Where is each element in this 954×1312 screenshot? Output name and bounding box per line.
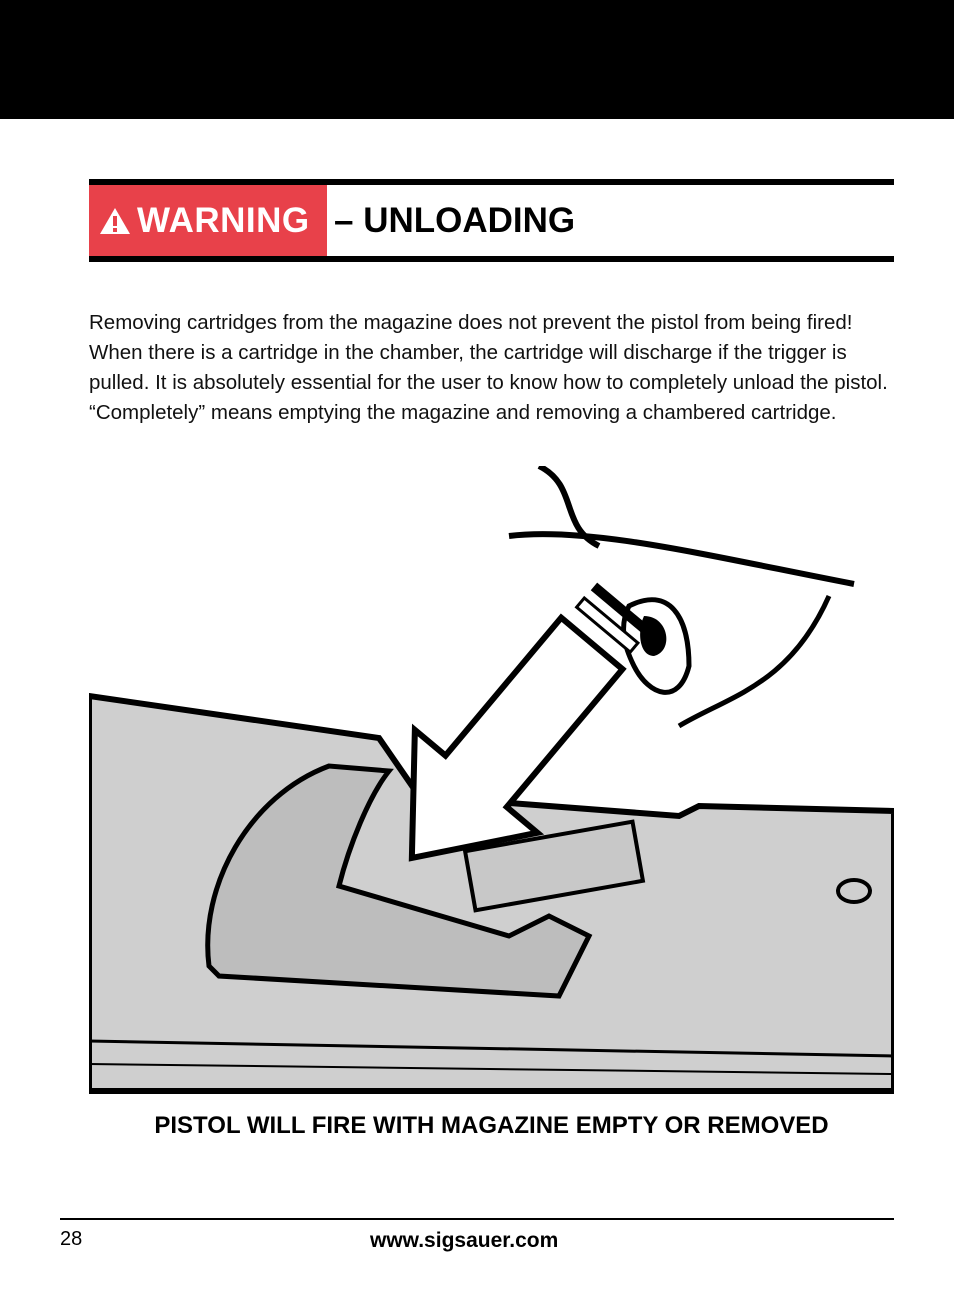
illustration-caption: PISTOL WILL FIRE WITH MAGAZINE EMPTY OR REMOVED	[154, 1112, 829, 1139]
warning-badge	[89, 185, 327, 256]
unloading-illustration	[89, 466, 894, 1098]
warning-label: WARNING	[137, 200, 310, 240]
top-black-bar	[0, 0, 954, 119]
website-url[interactable]: www.sigsauer.com	[370, 1229, 559, 1252]
body-paragraph: Removing cartridges from the magazine does not prevent the pistol from being fired! When there is a cartridge in the chamber, the cartridge will discharge if the trigger is pulled. It is absolutely essential for the user to know how to completely unload the pistol. “Completely” means emptying the magazine and removing a chambered cartridge.	[89, 311, 888, 424]
page-number: 28	[60, 1228, 83, 1250]
warning-rule-bottom	[89, 256, 894, 262]
warning-title: – UNLOADING	[334, 201, 576, 240]
warning-triangle-icon	[99, 206, 131, 236]
footer-rule	[60, 1218, 894, 1220]
